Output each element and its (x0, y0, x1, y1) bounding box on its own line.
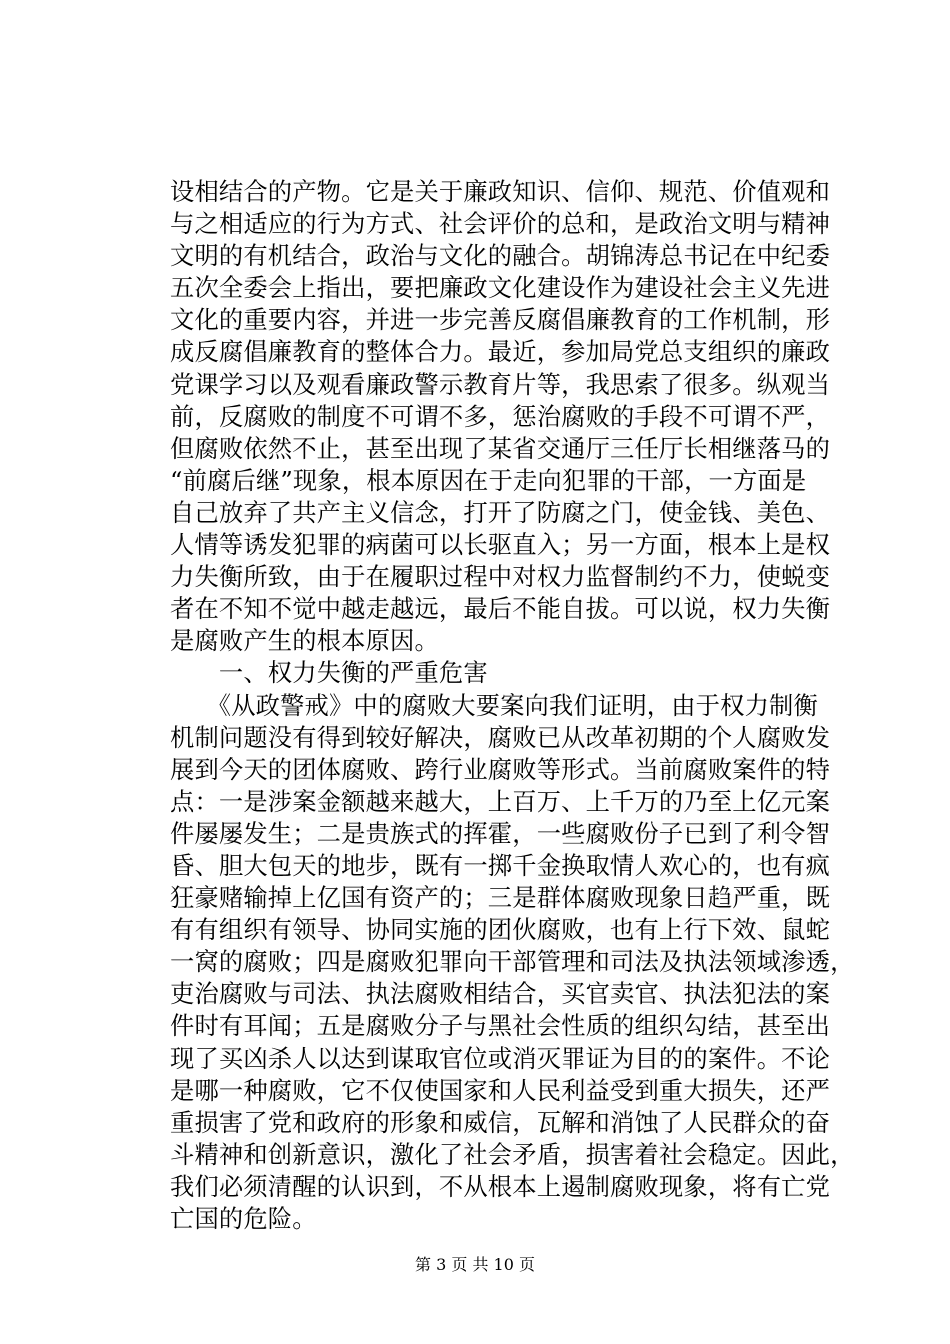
text-line: 设相结合的产物。它是关于廉政知识、信仰、规范、价值观和 (170, 177, 831, 206)
text-line: 件时有耳闻；五是腐败分子与黑社会性质的组织勾结，甚至出 (170, 1011, 831, 1041)
text-line: 斗精神和创新意识，激化了社会矛盾，损害着社会稳定。因此， (170, 1139, 855, 1169)
text-line: 文化的重要内容，并进一步完善反腐倡廉教育的工作机制，形 (170, 305, 831, 335)
text-line: 文明的有机结合，政治与文化的融合。胡锦涛总书记在中纪委 (170, 241, 831, 271)
text-line: 亡国的危险。 (170, 1204, 317, 1233)
section-heading: 一、权力失衡的严重危害 (170, 658, 488, 688)
text-line: “前腐后继”现象，根本原因在于走向犯罪的干部，一方面是 (170, 465, 807, 495)
text-line: 是腐败产生的根本原因。 (170, 626, 439, 656)
text-line: 昏、胆大包天的地步，既有一掷千金换取情人欢心的，也有疯 (170, 850, 831, 880)
text-line: 机制问题没有得到较好解决，腐败已从改革初期的个人腐败发 (170, 722, 831, 752)
text-line: 人情等诱发犯罪的病菌可以长驱直入；另一方面，根本上是权 (170, 530, 831, 560)
text-line: 自己放弃了共产主义信念，打开了防腐之门，使金钱、美色、 (170, 497, 831, 527)
text-line: 者在不知不觉中越走越远，最后不能自拔。可以说，权力失衡 (170, 594, 831, 624)
text-line: 有有组织有领导、协同实施的团伙腐败，也有上行下效、鼠蛇 (170, 915, 831, 945)
text-line: 狂豪赌输掉上亿国有资产的；三是群体腐败现象日趋严重，既 (170, 883, 831, 913)
page-number-footer: 第 3 页 共 10 页 (415, 1255, 535, 1274)
text-line: 展到今天的团体腐败、跨行业腐败等形式。当前腐败案件的特 (170, 754, 831, 784)
body-text (170, 176, 855, 1235)
text-line: 力失衡所致，由于在履职过程中对权力监督制约不力，使蜕变 (170, 562, 831, 592)
text-line: 五次全委会上指出，要把廉政文化建设作为建设社会主义先进 (170, 273, 831, 303)
text-line: 《从政警戒》中的腐败大要案向我们证明，由于权力制衡 (170, 690, 818, 720)
text-line: 我们必须清醒的认识到，不从根本上遏制腐败现象，将有亡党 (170, 1171, 831, 1201)
text-line: 现了买凶杀人以达到谋取官位或消灭罪证为目的的案件。不论 (170, 1043, 831, 1073)
text-line: 前，反腐败的制度不可谓不多，惩治腐败的手段不可谓不严， (170, 401, 831, 431)
text-line: 是哪一种腐败，它不仅使国家和人民利益受到重大损失，还严 (170, 1075, 831, 1105)
text-line: 件屡屡发生；二是贵族式的挥霍，一些腐败份子已到了利令智 (170, 818, 831, 848)
text-line: 成反腐倡廉教育的整体合力。最近，参加局党总支组织的廉政 (170, 337, 831, 367)
text-line: 党课学习以及观看廉政警示教育片等，我思索了很多。纵观当 (170, 369, 831, 399)
text-line: 点：一是涉案金额越来越大，上百万、上千万的乃至上亿元案 (170, 786, 831, 816)
text-line: 一窝的腐败；四是腐败犯罪向干部管理和司法及执法领域渗透， (170, 947, 855, 977)
text-line: 与之相适应的行为方式、社会评价的总和，是政治文明与精神 (170, 209, 831, 239)
text-line: 但腐败依然不止，甚至出现了某省交通厅三任厅长相继落马的 (170, 433, 831, 463)
text-line: 重损害了党和政府的形象和威信，瓦解和消蚀了人民群众的奋 (170, 1107, 831, 1137)
text-line: 吏治腐败与司法、执法腐败相结合，买官卖官、执法犯法的案 (170, 979, 831, 1009)
